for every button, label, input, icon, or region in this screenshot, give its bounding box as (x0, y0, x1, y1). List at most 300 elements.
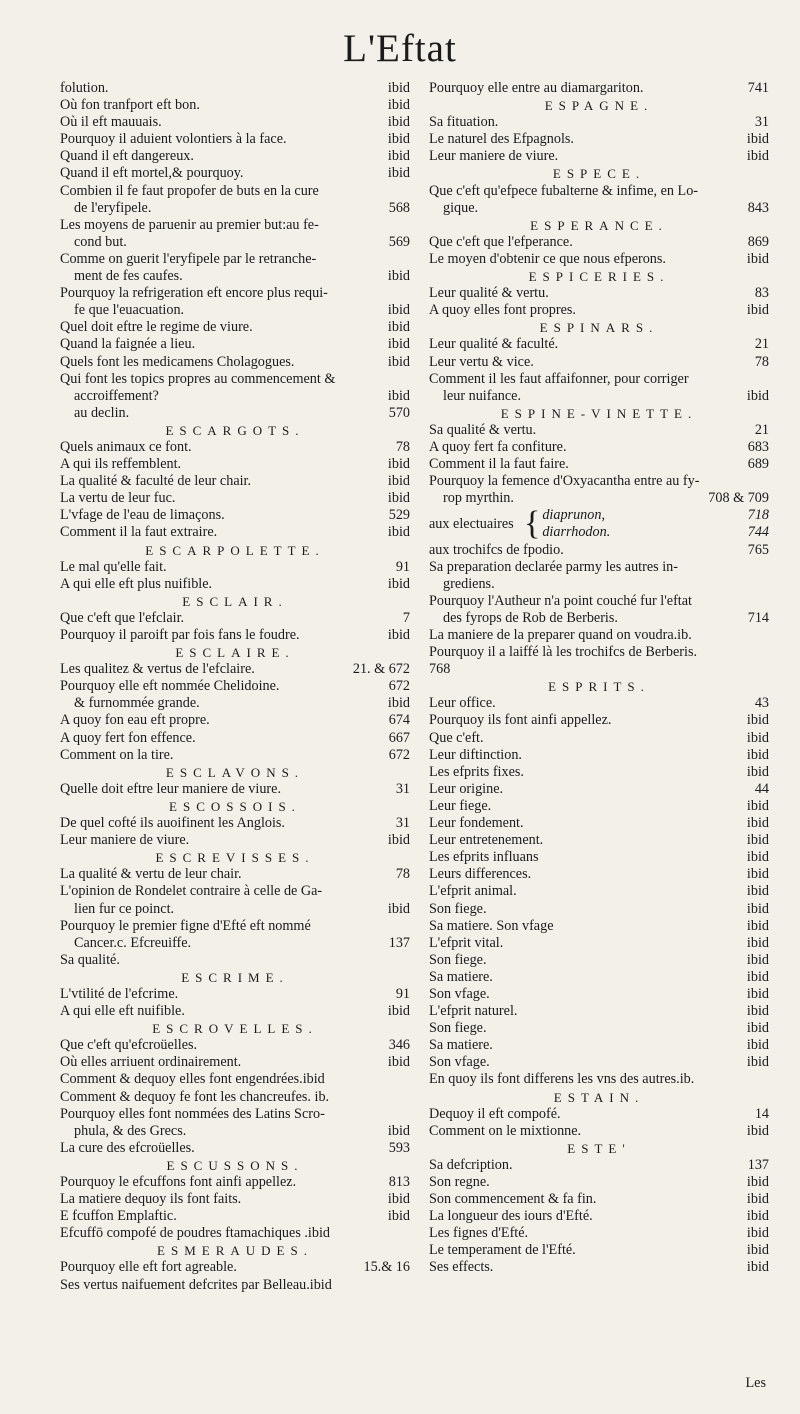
entry-text: Son fiege. (429, 1020, 487, 1037)
entry-text: La cure des efcroüelles. (60, 1139, 195, 1156)
page-ref: 7 (402, 609, 410, 626)
section-heading: ESPAGNE. (544, 98, 654, 114)
index-entry (429, 456, 769, 473)
entry-text: Sa defcription. (429, 1156, 513, 1173)
page-ref: ibid (746, 1037, 769, 1054)
page-ref: ibid (387, 575, 410, 592)
entry-text: cond but. (74, 233, 127, 250)
index-entry (429, 251, 769, 268)
entry-text: Que c'eft que l'efclair. (60, 609, 185, 626)
entry-text: Comment il la faut extraire. (60, 524, 218, 541)
entry-text: L'efprit vital. (429, 934, 504, 951)
page-ref: ibid (746, 1208, 769, 1225)
entry-text: Comment on le mixtionne. (429, 1122, 582, 1139)
page-ref: 718 (747, 507, 769, 524)
page-ref: ibid (746, 849, 769, 866)
index-entry (60, 1037, 410, 1054)
brace-glyph: { (524, 505, 541, 543)
section-heading: ESCLAIR. (182, 593, 288, 609)
index-entry (429, 285, 769, 302)
index-entry (60, 986, 410, 1003)
page-ref: 689 (747, 456, 769, 473)
page-ref: ibid (746, 934, 769, 951)
page-ref: 869 (747, 233, 769, 250)
index-entry (429, 1071, 769, 1088)
page-ref: ibid (387, 832, 410, 849)
page-ref: 744 (747, 524, 769, 541)
entry-text: A quoy elles font propres. (429, 302, 576, 319)
page-ref: 683 (747, 438, 769, 455)
entry-text: Le mal qu'elle fait. (60, 558, 167, 575)
entry-text: Pourquoy elles font nommées des Latins Scro- (60, 1105, 325, 1122)
index-entry (429, 644, 769, 661)
page-ref: 672 (388, 678, 410, 695)
page-ref: ibid (746, 302, 769, 319)
index-entry (60, 80, 410, 97)
index-entry (429, 883, 769, 900)
page-ref: 667 (388, 729, 410, 746)
entry-text: Leur fiege. (429, 797, 492, 814)
entry-text: L'efprit animal. (429, 883, 517, 900)
entry-text: aux trochifcs de fpodio. (429, 541, 564, 558)
section-heading: ESCUSSONS. (166, 1157, 304, 1173)
index-column-left (60, 80, 410, 1294)
index-entry (60, 918, 410, 935)
index-entry (429, 866, 769, 883)
page-ref: ibid (746, 883, 769, 900)
section-heading: ESPICERIES. (528, 269, 670, 285)
page-ref: ibid (746, 729, 769, 746)
entry-text: L'vfage de l'eau de limaçons. (60, 507, 225, 524)
index-entry (60, 678, 410, 695)
entry-text: La qualité & vertu de leur chair. (60, 866, 242, 883)
entry-text: Leur entretenement. (429, 832, 544, 849)
page-ref: 570 (388, 404, 410, 421)
entry-text: diarrhodon. (542, 524, 611, 541)
section-heading: ESMERAUDES. (157, 1243, 313, 1259)
section-heading: ESCLAIRE. (175, 645, 295, 661)
entry-text: A quoy fert fon effence. (60, 729, 196, 746)
index-entry (60, 1259, 410, 1276)
entry-text: La vertu de leur fuc. (60, 490, 176, 507)
index-entry (60, 627, 410, 644)
entry-text: fe que l'euacuation. (74, 302, 185, 319)
entry-text: Leur fondement. (429, 815, 524, 832)
entry-text: Quand il eft mortel,& pourquoy. (60, 165, 244, 182)
entry-text: La longueur des iours d'Efté. (429, 1208, 593, 1225)
index-entry (429, 80, 769, 97)
page-ref: ibid (387, 1191, 410, 1208)
index-entry-continuation (429, 610, 769, 627)
entry-text: Leur maniere de viure. (60, 832, 190, 849)
page-ref: ibid (746, 1174, 769, 1190)
page-ref: ibid (746, 1225, 769, 1242)
entry-text: 768 (429, 661, 451, 678)
entry-text: de l'eryfipele. (74, 199, 152, 216)
entry-text: Les qualitez & vertus de l'efclaire. (60, 661, 255, 678)
entry-text: Quand la faignée a lieu. (60, 336, 196, 353)
index-entry (429, 781, 769, 798)
index-entry (60, 712, 410, 729)
index-entry (60, 661, 410, 678)
entry-text: Les fignes d'Efté. (429, 1225, 529, 1242)
entry-text: De quel cofté ils auoifinent les Anglois. (60, 815, 285, 832)
page-ref: 21. & 672 (352, 661, 410, 678)
page-ref: ibid (746, 968, 769, 985)
entry-text: Sa qualité & vertu. (429, 421, 537, 438)
index-entry (60, 1208, 410, 1225)
page-ref: 741 (747, 80, 769, 96)
bracket-option (542, 507, 769, 524)
entry-text: Quel doit eftre le regime de viure. (60, 319, 253, 336)
entry-text: La maniere de la preparer quand on voudra.ib. (429, 627, 692, 643)
page-ref: 529 (388, 507, 410, 524)
page-ref: 44 (754, 780, 769, 797)
entry-text: Où fon tranfport eft bon. (60, 97, 200, 114)
index-entry (429, 354, 769, 371)
entry-text: Que c'eft qu'efpece fubalterne & infime, en Lo- (429, 182, 699, 199)
index-entry (429, 336, 769, 353)
index-entry (60, 1191, 410, 1208)
page-ref: 568 (388, 199, 410, 216)
index-entry (429, 1174, 769, 1191)
index-entry (60, 952, 410, 969)
page-ref: ibid (387, 268, 410, 285)
entry-text: Leur origine. (429, 780, 504, 797)
page-ref: ibid (746, 1242, 769, 1259)
entry-text: Sa matiere. Son vfage (429, 917, 554, 934)
section-heading: ESPINARS. (539, 320, 659, 336)
page-ref: ibid (746, 815, 769, 832)
index-entry (60, 165, 410, 182)
page-ref: ibid (746, 1191, 769, 1208)
entry-text: Pourquoy il aduient volontiers à la face. (60, 131, 287, 148)
page-ref: ibid (746, 148, 769, 165)
index-entry-continuation (60, 901, 410, 918)
index-entry (429, 1157, 769, 1174)
index-entry (429, 918, 769, 935)
index-entry (429, 1208, 769, 1225)
index-entry (429, 1003, 769, 1020)
page-ref: 31 (754, 114, 769, 131)
index-entry-continuation (429, 576, 769, 593)
entry-text: Leurs differences. (429, 866, 532, 883)
entry-text: En quoy ils font differens les vns des autres.ib. (429, 1071, 695, 1088)
entry-text: Quand il eft dangereux. (60, 148, 194, 165)
index-entry (429, 593, 769, 610)
bracket-option (542, 524, 769, 541)
index-entry (60, 1174, 410, 1191)
index-entry (429, 302, 769, 319)
index-entry (429, 148, 769, 165)
entry-text: Sa matiere. (429, 968, 493, 985)
index-entry-continuation (429, 200, 769, 217)
index-entry-continuation (429, 490, 769, 507)
index-entry (60, 559, 410, 576)
index-entry (60, 97, 410, 114)
index-entry (429, 901, 769, 918)
entry-text: Ses vertus naifuement defcrites par Belleau.ibid (60, 1276, 332, 1293)
entry-text: gique. (443, 199, 479, 216)
index-entry (60, 285, 410, 302)
entry-text: Comment on la tire. (60, 746, 174, 763)
page-ref: 31 (395, 780, 410, 797)
index-entry (429, 730, 769, 747)
index-entry (60, 507, 410, 524)
page-ref: 31 (395, 815, 410, 832)
page-ref: ibid (387, 114, 410, 131)
page-ref: ibid (387, 1208, 410, 1225)
page-ref: ibid (387, 131, 410, 148)
entry-text: A quoy fert fa confiture. (429, 438, 567, 455)
index-entry (429, 183, 769, 200)
entry-text: Leur office. (429, 695, 496, 712)
page-ref: 78 (395, 438, 410, 455)
page-ref: ibid (387, 336, 410, 353)
entry-text: Que c'eft que l'efperance. (429, 233, 573, 250)
index-entry (429, 695, 769, 712)
entry-text: Pourquoy elle eft nommée Chelidoine. (60, 678, 280, 695)
page-ref: ibid (387, 302, 410, 319)
bracket-options (542, 507, 769, 541)
entry-text: folution. (60, 80, 109, 96)
index-entry (429, 815, 769, 832)
index-entry (429, 1054, 769, 1071)
page-ref: ibid (746, 900, 769, 917)
page-ref: ibid (387, 695, 410, 712)
index-entry (60, 1071, 410, 1088)
page-ref: 78 (754, 353, 769, 370)
index-entry (429, 627, 769, 644)
entry-text: A quoy fon eau eft propre. (60, 712, 210, 729)
page-ref: ibid (746, 1122, 769, 1139)
index-entry-continuation (60, 388, 410, 405)
entry-text: Quels animaux ce font. (60, 438, 192, 455)
entry-text: Comment il la faut faire. (429, 456, 569, 473)
entry-text: Son regne. (429, 1174, 490, 1190)
index-entry (60, 336, 410, 353)
entry-text: Son vfage. (429, 985, 490, 1002)
page-ref: ibid (387, 387, 410, 404)
entry-text: & furnommée grande. (74, 695, 200, 712)
section-heading: ESCREVISSES. (155, 850, 315, 866)
page-ref: 714 (747, 609, 769, 626)
page-ref: 137 (388, 934, 410, 951)
page-ref: ibid (746, 131, 769, 148)
index-entry (429, 952, 769, 969)
index-entry (429, 1225, 769, 1242)
index-entry (429, 969, 769, 986)
entry-text: Son vfage. (429, 1054, 490, 1071)
bracketed-entry (429, 507, 769, 541)
index-entry (429, 473, 769, 490)
entry-text: La qualité & faculté de leur chair. (60, 473, 252, 490)
page-ref: ibid (746, 866, 769, 883)
entry-text: Où il eft mauuais. (60, 114, 162, 131)
section-heading: ESCARGOTS. (165, 422, 305, 438)
entry-text: Leur diftinction. (429, 746, 522, 763)
page-ref: 674 (388, 712, 410, 729)
page-ref: ibid (746, 832, 769, 849)
index-entry (60, 524, 410, 541)
index-entry (60, 473, 410, 490)
index-entry (429, 712, 769, 729)
page-ref: ibid (387, 900, 410, 917)
page-ref: 91 (395, 985, 410, 1002)
page-ref: ibid (387, 524, 410, 541)
page-ref: ibid (387, 165, 410, 182)
index-entry (60, 131, 410, 148)
page-ref: 843 (747, 199, 769, 216)
entry-text: Leur vertu & vice. (429, 353, 534, 370)
entry-text: Ses effects. (429, 1259, 494, 1276)
index-entry (429, 986, 769, 1003)
index-entry-continuation (60, 695, 410, 712)
index-entry (429, 1106, 769, 1123)
page-ref: ibid (746, 712, 769, 729)
index-entry-continuation (60, 405, 410, 422)
page-ref: 14 (754, 1105, 769, 1122)
index-entry (60, 1277, 410, 1294)
page-ref: 569 (388, 233, 410, 250)
entry-text: A qui ils reffemblent. (60, 456, 182, 473)
index-entry (429, 1259, 769, 1276)
index-entry (60, 730, 410, 747)
page-ref: ibid (387, 1054, 410, 1071)
entry-text: Leur maniere de viure. (429, 148, 559, 165)
entry-text: Pourquoy il paroift par fois fans le foudre. (60, 627, 300, 643)
entry-text: Qui font les topics propres au commencement & (60, 370, 336, 387)
entry-text: Dequoy il eft compofé. (429, 1105, 561, 1122)
entry-text: Comment & dequoy fe font les chancreufes. ib. (60, 1088, 330, 1105)
page-ref: 346 (388, 1037, 410, 1054)
entry-text: Leur qualité & vertu. (429, 285, 549, 302)
entry-text: Son fiege. (429, 900, 487, 917)
page-ref: ibid (746, 985, 769, 1002)
index-entry (429, 935, 769, 952)
page-ref: ibid (387, 1122, 410, 1139)
index-entry (60, 1225, 410, 1242)
entry-text: L'vtilité de l'efcrime. (60, 985, 179, 1002)
entry-text: Pourquoy le premier figne d'Efté eft nommé (60, 917, 311, 934)
page-ref: ibid (746, 763, 769, 780)
page-ref: ibid (387, 456, 410, 473)
entry-text: Sa preparation declarée parmy les autres in- (429, 558, 678, 575)
page-ref: ibid (387, 627, 410, 643)
page-ref: ibid (746, 1003, 769, 1020)
entry-text: au declin. (74, 404, 130, 421)
index-entry (429, 114, 769, 131)
entry-text: rop myrthin. (443, 490, 514, 507)
page-ref: 137 (747, 1156, 769, 1173)
index-entry (60, 251, 410, 268)
section-heading: ESTAIN. (553, 1089, 645, 1105)
index-entry-continuation (429, 388, 769, 405)
index-entry (429, 1020, 769, 1037)
entry-text: aux electuaires (429, 515, 514, 532)
page-ref: 708 & 709 (708, 490, 769, 507)
index-entry (429, 1242, 769, 1259)
page-ref: ibid (387, 148, 410, 165)
entry-text: La matiere dequoy ils font faits. (60, 1191, 242, 1208)
entry-text: Sa fituation. (429, 114, 499, 131)
entry-text: grediens. (443, 575, 495, 592)
index-entry (60, 371, 410, 388)
index-entry (60, 832, 410, 849)
index-entry (60, 1054, 410, 1071)
index-entry (60, 883, 410, 900)
index-entry (60, 1106, 410, 1123)
page-ref: 21 (754, 421, 769, 438)
entry-text: leur nuifance. (443, 387, 521, 404)
index-entry (60, 319, 410, 336)
entry-text: phula, & des Grecs. (74, 1122, 187, 1139)
page-ref: 91 (395, 558, 410, 575)
entry-text: A qui elle eft plus nuifible. (60, 575, 213, 592)
page-ref: 83 (754, 285, 769, 302)
section-heading: ESCRIME. (181, 969, 289, 985)
entry-text: Que c'eft. (429, 729, 484, 746)
index-entry (60, 354, 410, 371)
entry-text: Quelle doit eftre leur maniere de viure. (60, 780, 281, 797)
index-entry (60, 183, 410, 200)
index-entry-continuation (60, 302, 410, 319)
index-entry (60, 148, 410, 165)
entry-text: E fcuffon Emplaftic. (60, 1208, 177, 1225)
index-entry (429, 764, 769, 781)
entry-text: Pourquoy elle entre au diamargariton. (429, 80, 644, 96)
page-ref: ibid (387, 1003, 410, 1020)
index-entry (60, 576, 410, 593)
page-ref: 672 (388, 746, 410, 763)
page-ref: 78 (395, 866, 410, 883)
index-entry (60, 217, 410, 234)
index-entry (60, 610, 410, 627)
index-entry (60, 1089, 410, 1106)
page-ref: ibid (746, 250, 769, 267)
page-ref: ibid (387, 353, 410, 370)
entry-text: des fyrops de Rob de Berberis. (443, 609, 618, 626)
index-entry (60, 114, 410, 131)
index-entry (429, 1191, 769, 1208)
index-entry-continuation (60, 1123, 410, 1140)
entry-text: Son commencement & fa fin. (429, 1191, 597, 1208)
entry-text: Pourquoy elle eft fort agreable. (60, 1259, 237, 1276)
entry-text: L'opinion de Rondelet contraire à celle de Ga- (60, 883, 323, 900)
index-entry (60, 866, 410, 883)
page-ref: 593 (388, 1139, 410, 1156)
entry-text: Comme on guerit l'eryfipele par le retranche- (60, 250, 317, 267)
index-entry (60, 490, 410, 507)
index-entry (429, 131, 769, 148)
page-ref: ibid (387, 319, 410, 336)
index-entry (429, 832, 769, 849)
index-entry-continuation (60, 200, 410, 217)
page-title: L'Eftat (343, 27, 457, 70)
section-heading: ESCLAVONS. (165, 764, 305, 780)
entry-text: Combien il fe faut propofer de buts en la cure (60, 182, 319, 199)
section-heading: ESTE' (567, 1140, 631, 1156)
page-ref: ibid (746, 387, 769, 404)
index-entry (429, 371, 769, 388)
index-entry (60, 456, 410, 473)
page-ref: 15.& 16 (363, 1259, 410, 1276)
entry-text: ment de fes caufes. (74, 268, 183, 285)
entry-text: A qui elle eft nuifible. (60, 1003, 185, 1020)
index-entry (429, 542, 769, 559)
entry-text: Le temperament de l'Efté. (429, 1242, 576, 1259)
entry-text: Leur qualité & faculté. (429, 336, 559, 353)
